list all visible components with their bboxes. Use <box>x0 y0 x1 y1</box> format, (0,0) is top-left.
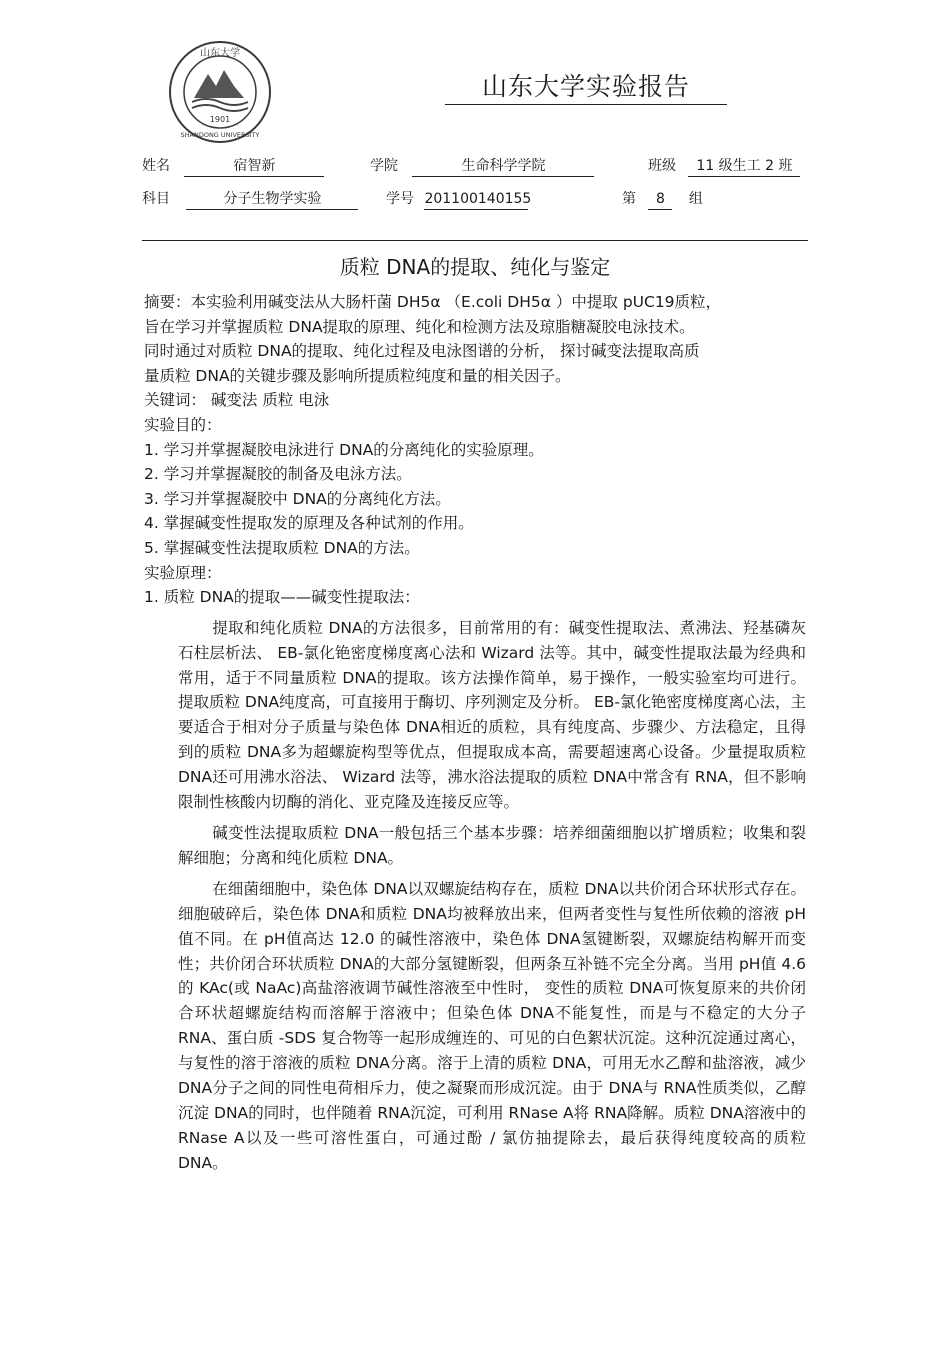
group-prefix: 第 <box>622 191 636 207</box>
document-title: 质粒 DNA的提取、纯化与鉴定 <box>339 255 611 279</box>
purpose-item: 2. 学习并掌握凝胶的制备及电泳方法。 <box>144 465 412 484</box>
class-field <box>648 156 800 177</box>
name-field <box>142 156 324 177</box>
group-field <box>622 189 703 210</box>
principle-paragraph <box>178 821 806 871</box>
subject-label: 科目 <box>142 191 170 207</box>
college-value: 生命科学学院 <box>412 156 594 177</box>
logo-text-top: 山东大学 <box>200 48 240 59</box>
college-field <box>370 156 594 177</box>
group-value: 8 <box>648 189 672 210</box>
principle-heading: 实验原理： <box>144 563 222 582</box>
student-id-label: 学号 <box>386 191 414 207</box>
group-suffix: 组 <box>688 191 703 207</box>
subject-value: 分子生物学实验 <box>186 189 358 210</box>
paragraph-text: 提取和纯化质粒 DNA的方法很多，目前常用的有：碱变性提取法、煮沸法、羟基磷灰石柱层析法、 EB-氯化铯密度梯度离心法和 Wizard 法等。其中，碱变性提取法最为经典和常用，适于不同量质粒 DNA的提取。该方法操作简单，易于操作，一般实验室均可进行。提取质粒 DNA纯度高，可直接用于酶切、序列测定及分析。 EB-氯化铯密度梯度离心法，主要适合于相对分子质量与染色体 DNA相近的质粒，具有纯度高、步骤少、方法稳定，且得到的质粒 DNA多为超螺旋构型等优点，但提取成本高，需要超速离心设备。少量提取质粒 DNA还可用沸水浴法、 Wizard 法等，沸水浴法提取的质粒 DNA中常含有 RNA，但不影响限制性核酸内切酶的消化、亚克隆及连接反应等。 <box>178 618 807 812</box>
student-id-value: 201100140155 <box>424 189 528 210</box>
purpose-item: 1. 学习并掌握凝胶电泳进行 DNA的分离纯化的实验原理。 <box>144 440 544 459</box>
purpose-item: 4. 掌握碱变性提取发的原理及各种试剂的作用。 <box>144 514 474 533</box>
student-id-field <box>386 189 532 210</box>
class-label: 班级 <box>648 158 676 174</box>
abstract-line: 量质粒 DNA的关键步骤及影响所提质粒纯度和量的相关因子。 <box>144 366 571 385</box>
paragraph-text: 在细菌细胞中，染色体 DNA以双螺旋结构存在，质粒 DNA以共价闭合环状形式存在。细胞破碎后，染色体 DNA和质粒 DNA均被释放出来，但两者变性与复性所依赖的溶液 pH值不同。在 pH值高达 12.0 的碱性溶液中，染色体 DNA氢键断裂，双螺旋结构解开而变性；共价闭合环状质粒 DNA的大部分氢键断裂，但两条互补链不完全分离。当用 pH值 4.6 的 KAc(或 NaAc)高盐溶液调节碱性溶液至中性时， 变性的质粒 DNA可恢复原来的共价闭合环状超螺旋结构而溶解于溶液中；但染色体 DNA不能复性，而是与不稳定的大分子 RNA、蛋白质 -SDS 复合物等一起形成缠连的、可见的白色絮状沉淀。这种沉淀通过离心，与复性的溶于溶液的质粒 DNA分离。溶于上清的质粒 DNA，可用无水乙醇和盐溶液，减少 DNA分子之间的同性电荷相斥力，使之凝聚而形成沉淀。由于 DNA与 RNA性质类似，乙醇沉淀 DNA的同时，也伴随着 RNA沉淀，可利用 RNase A将 RNA降解。质粒 DNA溶液中的 RNase A以及一些可溶性蛋白，可通过酚 / 氯仿抽提除去，最后获得纯度较高的质粒 DNA。 <box>178 879 806 1172</box>
name-value: 宿智新 <box>184 156 324 177</box>
logo-year: 1901 <box>209 115 231 124</box>
subject-field <box>142 189 358 210</box>
keywords: 关键词： 碱变法 质粒 电泳 <box>144 391 330 410</box>
principle-item: 1. 质粒 DNA的提取——碱变性提取法： <box>144 588 420 607</box>
university-logo <box>168 40 272 144</box>
principle-paragraph <box>178 616 806 815</box>
college-label: 学院 <box>370 158 398 174</box>
logo-text-bottom: SHANDONG UNIVERSITY <box>180 131 260 139</box>
paragraph-text: 碱变性法提取质粒 DNA一般包括三个基本步骤：培养细菌细胞以扩增质粒；收集和裂解细胞；分离和纯化质粒 DNA。 <box>178 823 806 867</box>
name-label: 姓名 <box>142 158 170 174</box>
abstract-line: 旨在学习并掌握质粒 DNA提取的原理、纯化和检测方法及琼脂糖凝胶电泳技术。 <box>144 317 695 336</box>
abstract-line: 同时通过对质粒 DNA的提取、纯化过程及电泳图谱的分析， 探讨碱变法提取高质 <box>144 342 700 361</box>
abstract-line: 摘要：本实验利用碱变法从大肠杆菌 DH5α （E.coli DH5α ）中提取 pUC19质粒， <box>144 293 722 311</box>
purpose-heading: 实验目的： <box>144 415 222 434</box>
document-body <box>144 290 812 1182</box>
header-divider <box>142 240 808 241</box>
report-title: 山东大学实验报告 <box>445 70 727 105</box>
class-value: 11 级生工 2 班 <box>688 156 800 177</box>
purpose-item: 3. 学习并掌握凝胶中 DNA的分离纯化方法。 <box>144 489 451 508</box>
purpose-item: 5. 掌握碱变性法提取质粒 DNA的方法。 <box>144 538 420 557</box>
principle-paragraph <box>178 877 806 1176</box>
